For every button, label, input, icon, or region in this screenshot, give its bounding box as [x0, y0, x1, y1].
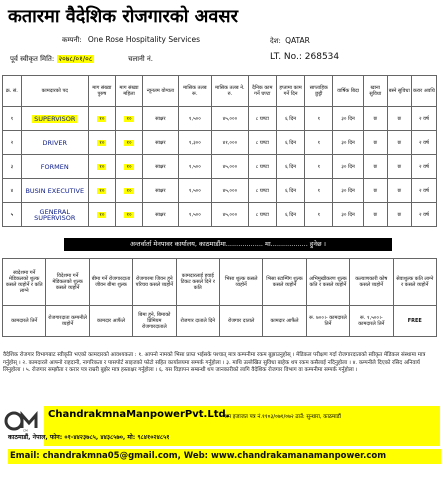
cell-female [115, 131, 142, 155]
fee-label: रोजगारमा जिवन हुने परिचय कसले व्यहोर्ने [133, 259, 176, 306]
fee-value: रू. ७००।- कामदारले तिर्ने [306, 306, 349, 337]
cell-qual: साक्षर [143, 203, 179, 227]
cell-weekoff: १ [305, 203, 333, 227]
cell-qual: साक्षर [143, 179, 179, 203]
table-row [3, 131, 437, 155]
cell-leave: ३० दिन [333, 155, 363, 179]
page-title: कतारमा वैदेशिक रोजगारको अवसर [8, 6, 238, 27]
cell-hours: ८ घण्टा [248, 155, 276, 179]
cell-leave: ३० दिन [333, 131, 363, 155]
cell-weekoff: १ [305, 179, 333, 203]
cell-food: छ [363, 155, 387, 179]
lt-label: LT. No.: [270, 52, 302, 62]
fee-label: सेवाशुल्क कति लाग्ने र कसले व्यहोर्ने [393, 259, 436, 306]
col-header: कामदारको पद [21, 76, 88, 107]
male-count: १० [99, 211, 105, 218]
instructions-paragraph: वैदेशिक रोजगार विभागबाट स्वीकृति भएको कामदारको आवश्यकता : १. आफ्नो नामको भिसा प्राप्त भईसके पश्चात् मात्र कम्पनीमा रकम बुझाउनुहोस् । मेडिकल परीक्षण गर्दा रोजगारदाताको स्वीकृत मेडिकल संस्थामा मात्र गर्नुहोस् । २. कामदारले आफ्नो राहदानी, नागरिकता र पासपोर्ट साइजको फोटो सहित कार्यालयमा सम्पर्क गर्नुहोला । ३. माथि उल्लेखित सुविधा बाहेक थप रकम कसैलाई नदिनुहोला । ४. कम्पनीले दिएको रसिद अनिवार्य लिनुहोला । ५. रोजगार सम्झौता र करार पत्र राम्ररी बुझेर मात्र हस्ताक्षर गर्नुहोला । ६. यस विज्ञापन सम्बन्धी थप जानकारीको लागि वैदेशिक रोजगार विभाग वा कम्पनीमा सम्पर्क गर्नुहोला । [3, 352, 426, 374]
cell-weekoff: १ [305, 131, 333, 155]
cell-stay: छ [387, 131, 411, 155]
cell-job [21, 131, 88, 155]
fee-label: कल्याणकारी कोष कसले व्यहोर्ने [350, 259, 393, 306]
license-info: श्रम इजाजत पत्र नं.११०३/०७१/०७२ ठाउँ: सुन्धारा, काठमाडौं [224, 414, 341, 420]
female-count: १० [126, 211, 132, 218]
male-count: १० [99, 115, 105, 122]
fee-label: बीमा गर्ने रोजगारदाता जीवन बीमा शुल्क [89, 259, 132, 306]
cell-male [88, 179, 115, 203]
lt-line [270, 52, 339, 62]
cell-job [21, 179, 88, 203]
cell-leave: ३० दिन [333, 203, 363, 227]
col-header: माग संख्या पुरुष [88, 76, 115, 107]
cell-salary: १,५०० [178, 203, 211, 227]
cell-sn: ४ [3, 179, 22, 203]
cell-stay: छ [387, 179, 411, 203]
cell-female [115, 203, 142, 227]
fee-label: भिसा शुल्क कसले व्यहोर्ने [219, 259, 262, 306]
logo-text: CM [23, 428, 28, 432]
cell-weekoff: १ [305, 107, 333, 131]
job-title: GENERAL SUPERVISOR [34, 207, 76, 222]
cell-sn: १ [3, 107, 22, 131]
company-value: One Rose Hospitality Services [87, 35, 200, 44]
cell-term: २ वर्ष [411, 203, 436, 227]
cell-stay: छ [387, 203, 411, 227]
lt-value: 268534 [304, 52, 340, 62]
fee-label: कामदारलाई हवाई टिकट कसले दिने र कति [176, 259, 219, 306]
cell-days: ६ दिन [276, 155, 304, 179]
cell-job [21, 155, 88, 179]
cell-hours: ८ घण्टा [248, 107, 276, 131]
job-title: BUSIN EXECUTIVE [25, 186, 85, 195]
fees-table [2, 258, 437, 337]
female-count: १० [126, 163, 132, 170]
col-header: बस्ने सुविधा [387, 76, 411, 107]
reg-label: चलानी नं. [128, 55, 154, 63]
cell-weekoff: १ [305, 155, 333, 179]
email-web-line[interactable]: Email: chandrakmna05@gmail.com, Web: www.chandrakamanamanpower.com [8, 449, 441, 464]
col-header: मासिक तलब ने. रु. [212, 76, 249, 107]
cell-male [88, 155, 115, 179]
fee-value: रोजगार दाताले [219, 306, 262, 337]
col-header: करार अवधि [411, 76, 436, 107]
job-title: FORMEN [40, 162, 69, 171]
cell-qual: साक्षर [143, 155, 179, 179]
cell-female [115, 107, 142, 131]
cell-days: ६ दिन [276, 107, 304, 131]
fee-label: स्वदेशमा गर्ने मेडिकलको शुल्क कसले व्यहोर्ने र कति लाग्ने [3, 259, 46, 306]
cell-salary: १,५०० [178, 107, 211, 131]
male-count: १० [99, 139, 105, 146]
address-line: काठमाडौं, नेपाल, फोन: ०१-४४२३७८५, ४४३८५७०, मो: ९८४१०२४८५१ [8, 434, 170, 441]
table-row [3, 179, 437, 203]
col-header: वार्षिक बिदा [333, 76, 363, 107]
cell-hours: ८ घण्टा [248, 179, 276, 203]
female-count: १० [126, 187, 132, 194]
cell-days: ६ दिन [276, 203, 304, 227]
country-line [270, 36, 310, 46]
cell-food: छ [363, 131, 387, 155]
fee-value: रू. १,५००।- कामदारले तिर्ने [350, 306, 393, 337]
cell-job [21, 107, 88, 131]
cell-salary-npr: ४५,००० [212, 107, 249, 131]
cell-hours: ८ घण्टा [248, 131, 276, 155]
col-header: मासिक तलब रू. [178, 76, 211, 107]
table-row [3, 203, 437, 227]
cell-days: ६ दिन [276, 131, 304, 155]
cell-salary: १,५०० [178, 155, 211, 179]
approval-date: २०७८/०१/०८ [58, 55, 93, 63]
cell-female [115, 179, 142, 203]
fee-label: भिसा स्टाम्पिंग शुल्क कसले व्यहोर्ने [263, 259, 306, 306]
country-label: देश: [270, 37, 281, 45]
fee-label: अभिमुखीकरण शुल्क कति र कसले व्यहोर्ने [306, 259, 349, 306]
cell-female [115, 155, 142, 179]
fee-value: FREE [393, 306, 436, 337]
cell-food: छ [363, 107, 387, 131]
cell-job [21, 203, 88, 227]
cell-salary: १,५०० [178, 179, 211, 203]
job-title: SUPERVISOR [34, 114, 76, 123]
job-table [2, 75, 437, 227]
fee-value: रोजगारदाता कम्पनीले व्यहोर्ने [46, 306, 89, 337]
company-logo-icon [4, 410, 42, 432]
cell-qual: साक्षर [143, 131, 179, 155]
cell-sn: ३ [3, 155, 22, 179]
approval-label: पूर्व स्वीकृत मिति: [10, 55, 55, 63]
table-row [3, 155, 437, 179]
country-value: QATAR [285, 36, 310, 45]
male-count: १० [99, 187, 105, 194]
cell-leave: ३० दिन [333, 179, 363, 203]
job-title: DRIVER [42, 138, 68, 147]
cell-sn: २ [3, 131, 22, 155]
company-name: ChandrakmnaManpowerPvt.Ltd. [48, 409, 230, 420]
female-count: १० [126, 115, 132, 122]
fee-value: बिमा हुने, बिमाको प्रिमियम रोजगारदाताले [133, 306, 176, 337]
col-header: दैनिक काम गर्ने घण्टा [248, 76, 276, 107]
table-header-row [3, 76, 437, 107]
cell-salary-npr: ४५,००० [212, 203, 249, 227]
cell-salary-npr: ४१,००० [212, 131, 249, 155]
interview-notice: अन्तर्वार्ता मेनपावर कार्यालय, काठमाडौंमा.................. मा.................. हुनेछ । [64, 238, 392, 251]
cell-term: २ वर्ष [411, 131, 436, 155]
fees-label-row [3, 259, 437, 306]
cell-male [88, 203, 115, 227]
fee-label: विदेशमा गर्ने मेडिकलको शुल्क कसले व्यहोर्ने [46, 259, 89, 306]
table-row [3, 107, 437, 131]
col-header: साप्ताहिक छुट्टी [305, 76, 333, 107]
cell-salary-npr: ४५,००० [212, 155, 249, 179]
cell-sn: ५ [3, 203, 22, 227]
fee-value: रोजगार दाताले दिने [176, 306, 219, 337]
cell-food: छ [363, 203, 387, 227]
male-count: १० [99, 163, 105, 170]
cell-days: ६ दिन [276, 179, 304, 203]
cell-salary-npr: ४५,००० [212, 179, 249, 203]
cell-stay: छ [387, 107, 411, 131]
col-header: माग संख्या महिला [115, 76, 142, 107]
cell-leave: ३० दिन [333, 107, 363, 131]
company-line [62, 35, 200, 45]
cell-term: २ वर्ष [411, 107, 436, 131]
company-label: कम्पनी: [62, 36, 82, 44]
cell-hours: ८ घण्टा [248, 203, 276, 227]
fee-value: कामदारले तिर्ने [3, 306, 46, 337]
cell-stay: छ [387, 155, 411, 179]
fee-value: कामदार आफैंले [263, 306, 306, 337]
col-header: न्यूनतम योग्यता [143, 76, 179, 107]
cell-male [88, 131, 115, 155]
female-count: १० [126, 139, 132, 146]
cell-term: २ वर्ष [411, 155, 436, 179]
col-header: क्र. सं. [3, 76, 22, 107]
cell-salary: १,३०० [178, 131, 211, 155]
cell-term: २ वर्ष [411, 179, 436, 203]
cell-qual: साक्षर [143, 107, 179, 131]
approval-line [10, 55, 94, 64]
col-header: खाना सुविधा [363, 76, 387, 107]
col-header: हप्तामा काम गर्ने दिन [276, 76, 304, 107]
cell-food: छ [363, 179, 387, 203]
fees-value-row [3, 306, 437, 337]
cell-male [88, 107, 115, 131]
fee-value: कामदार आफैंले [89, 306, 132, 337]
